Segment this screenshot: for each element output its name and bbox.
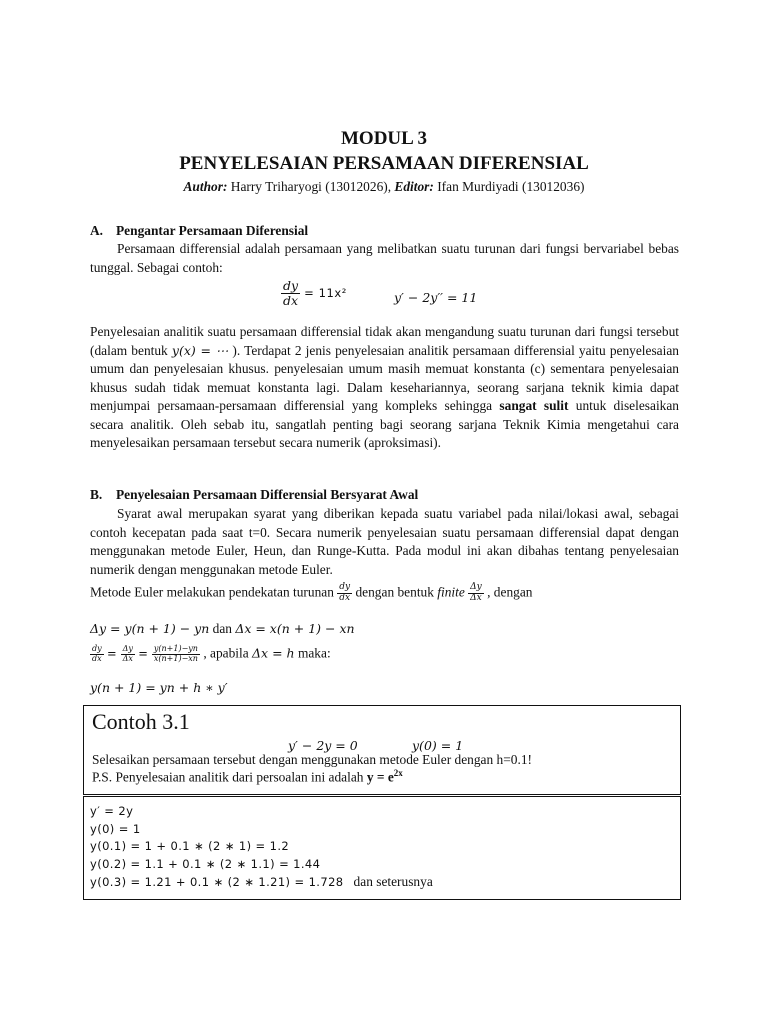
analytic-form-math: y(x) = ⋯ — [171, 342, 229, 358]
section-a-letter: A. — [90, 223, 104, 238]
example-task: Selesaikan persamaan tersebut dengan menggunakan metode Euler dengan h=0.1! — [92, 752, 532, 767]
solution-step-math: y′ = 2y — [90, 804, 134, 818]
module-subtitle: PENYELESAIAN PERSAMAAN DIFERENSIAL — [179, 153, 589, 174]
author-value: Harry Triharyogi (13012026), — [227, 179, 395, 194]
editor-value: Ifan Murdiyadi (13012036) — [433, 179, 585, 194]
example-equation-1 — [281, 279, 347, 308]
section-b-title: Penyelesaian Persamaan Differensial Bersyarat Awal — [116, 487, 419, 502]
example-equation: y′ − 2y = 0 — [288, 738, 358, 753]
solution-step — [90, 856, 433, 874]
approx-difference-fraction: $\frac{y(n+1)-yn}{x(n+1)-xn}$ — [153, 644, 198, 663]
dy-dx-fraction: $\frac{dy}{dx}$ — [283, 278, 299, 308]
solution-step — [90, 821, 433, 839]
section-a-heading — [90, 223, 308, 239]
solution-box — [83, 796, 681, 900]
solution-step-math: y(0.1) = 1 + 0.1 ∗ (2 ∗ 1) = 1.2 — [90, 839, 290, 853]
equation-1-rhs: = 11x² — [304, 285, 348, 300]
dy-dx-small-fraction: $\frac{dy}{dx}$ — [339, 582, 351, 603]
delta-fraction: $\frac{\Delta y}{\Delta x}$ — [470, 582, 482, 603]
solution-step-math: y(0.2) = 1.1 + 0.1 ∗ (2 ∗ 1.1) = 1.44 — [90, 856, 321, 871]
solution-steps — [90, 803, 433, 892]
emphasis-sangat-sulit: sangat sulit — [499, 398, 569, 413]
analytic-solution: y = e — [366, 769, 394, 785]
approx-dy-dx: $\frac{dy}{dx}$ — [92, 644, 102, 663]
module-title: MODUL 3 — [340, 128, 428, 149]
section-a-body: Penyelesaian analitik suatu persamaan differensial tidak akan mengandung suatu turunan dari fungsi tersebut (dalam bentuk y(x) = ⋯ ). Terdapat 2 jenis penyelesaian analitik persamaan differensial yaitu penyelesaian umum dan penyelesaian khusus. penyelesaian umum masih memuat konstanta (c) sementara penyelesaian khusus sudah tidak memuat konstanta lagi. Dalam kesehariannya, seorang sarjana teknik kimia dapat menjumpai persamaan-persamaan differensial yang kompleks sehingga sangat sulit untuk diselesaikan secara analitik. Oleh sebab itu, sangatlah penting bagi seorang sarjana Teknik Kimia mengetahui cara menyelesaikan persamaan tersebut secara numerik (aproksimasi). — [90, 324, 680, 450]
section-b-heading — [90, 487, 418, 503]
derivative-approximation: $\frac{dy}{dx}$ = $\frac{\Delta y}{\Delta x}$ = $\frac{y(n+1)-yn}{x(n+1)-xn}$ , apabila Δx = h maka: — [92, 644, 331, 663]
approx-delta-fraction: $\frac{\Delta y}{\Delta x}$ — [122, 644, 133, 663]
example-equation-2: y′ − 2y′′ = 11 — [394, 290, 478, 305]
example-initial-condition: y(0) = 1 — [412, 738, 464, 753]
example-title: Contoh 3.1 — [92, 709, 190, 734]
section-a-title: Pengantar Persamaan Diferensial — [116, 223, 309, 238]
solution-step — [90, 838, 433, 856]
euler-formula: y(n + 1) = yn + h ∗ y′ — [90, 680, 228, 695]
example-box — [83, 705, 681, 795]
solution-step-math: y(0) = 1 — [90, 821, 141, 836]
author-label: Author: — [183, 179, 228, 194]
solution-step — [90, 803, 433, 821]
author-line — [0, 179, 768, 195]
example-ps: P.S. Penyelesaian analitik dari persoalan ini adalah $y = e^{2x}$ — [92, 768, 403, 785]
solution-step-math: y(0.3) = 1.21 + 0.1 ∗ (2 ∗ 1.21) = 1.728 — [90, 875, 344, 889]
solution-continuation: dan seterusnya — [343, 874, 433, 889]
section-b-letter: B. — [90, 487, 103, 502]
euler-description: Metode Euler melakukan pendekatan turunan $\frac{dy}{dx}$ dengan bentuk finite $\frac{\Delta y}{\Delta x}$ , dengan — [90, 582, 533, 603]
solution-step — [90, 873, 433, 892]
delta-definitions: Δy = y(n + 1) − yn dan Δx = x(n + 1) − xn — [90, 621, 355, 636]
section-a-intro: Persamaan differensial adalah persamaan yang melibatkan suatu turunan dari fungsi bervariabel bebas tunggal. Sebagai contoh: — [90, 241, 679, 275]
section-b-intro: Syarat awal merupakan syarat yang diberikan kepada suatu variabel pada nilai/lokasi awal, sebagai contoh kecepatan pada saat t=0. Secara numerik penyelesaian suatu persamaan differensial dapat dengan menggunakan metode Euler, Heun, dan Runge-Kutta. Pada modul ini akan dibahas tentang penyelesaian numerik dengan menggunakan metode Euler. — [90, 506, 679, 577]
editor-label: Editor: — [394, 179, 434, 194]
analytic-solution-exponent: 2x — [393, 768, 403, 778]
